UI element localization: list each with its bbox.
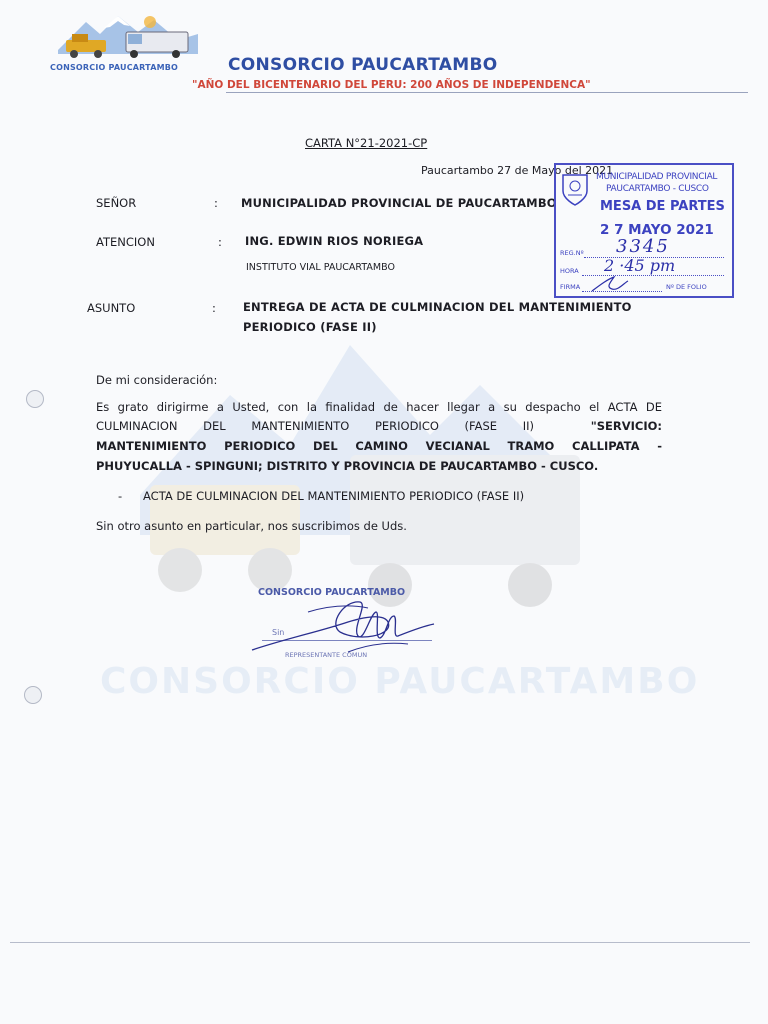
attention-value: ING. EDWIN RIOS NORIEGA xyxy=(245,234,424,248)
signature-company: CONSORCIO PAUCARTAMBO xyxy=(258,587,406,598)
stamp-line-2: PAUCARTAMBO - CUSCO xyxy=(606,184,709,194)
body-line-1 xyxy=(96,397,662,417)
reception-stamp xyxy=(554,163,734,298)
closing-line: Sin otro asunto en particular, nos suscribimos de Uds. xyxy=(96,519,407,533)
header-divider xyxy=(226,92,748,93)
recipient-value: MUNICIPALIDAD PROVINCIAL DE PAUCARTAMBO xyxy=(241,196,557,210)
stamp-folios-label: Nº DE FOLIO xyxy=(666,283,707,291)
stamp-firma-label: FIRMA xyxy=(560,283,581,291)
letter-date: Paucartambo 27 de Mayo del 2021 xyxy=(421,164,614,177)
body-line-1-text: Es grato dirigirme a Usted, con la finalidad de hacer llegar a su despacho el ACTA DE xyxy=(96,400,662,414)
footer-divider xyxy=(10,942,750,943)
stamp-office: MESA DE PARTES xyxy=(600,199,725,214)
municipal-emblem xyxy=(560,171,590,207)
logo-caption: CONSORCIO PAUCARTAMBO xyxy=(50,63,179,72)
stamp-hora-value: 2 ·45 pm xyxy=(604,256,676,275)
letter-number: CARTA N°21-2021-CP xyxy=(305,136,428,150)
stamp-date: 2 7 MAYO 2021 xyxy=(600,222,714,238)
subject-line-2: PERIODICO (FASE II) xyxy=(243,320,377,334)
body-line-4: PHUYUCALLA - SPINGUNI; DISTRITO Y PROVINCIA DE PAUCARTAMBO - CUSCO. xyxy=(96,459,599,473)
stamp-municipality xyxy=(596,171,717,195)
watermark-text: CONSORCIO PAUCARTAMBO xyxy=(100,661,700,702)
body-line-3-text: MANTENIMIENTO PERIODICO DEL CAMINO VECIANAL TRAMO CALLIPATA - xyxy=(96,439,662,453)
year-motto: "AÑO DEL BICENTENARIO DEL PERU: 200 AÑOS DE INDEPENDENCA" xyxy=(192,79,591,91)
signature-title: REPRESENTANTE COMUN xyxy=(285,651,368,659)
body-line-2-plain: CULMINACION DEL MANTENIMIENTO PERIODICO (FASE II) xyxy=(96,419,534,433)
punch-hole-top xyxy=(26,390,44,408)
recipient-colon: : xyxy=(214,196,218,210)
stamp-hora-label: HORA xyxy=(560,267,579,275)
stamp-firma-scribble xyxy=(590,275,630,293)
punch-hole-bottom xyxy=(24,686,42,704)
attention-colon: : xyxy=(218,235,222,249)
bullet-marker: - xyxy=(118,489,123,503)
body-line-3 xyxy=(96,436,662,456)
attention-institution: INSTITUTO VIAL PAUCARTAMBO xyxy=(246,262,395,273)
attention-label: ATENCION xyxy=(96,235,155,249)
subject-line-1: ENTREGA DE ACTA DE CULMINACION DEL MANTENIMIENTO xyxy=(243,300,632,314)
company-logo xyxy=(58,10,198,62)
stamp-line-1: MUNICIPALIDAD PROVINCIAL xyxy=(596,172,718,182)
bullet-item: ACTA DE CULMINACION DEL MANTENIMIENTO PERIODICO (FASE II) xyxy=(143,489,525,503)
handwritten-signature xyxy=(248,592,438,662)
stamp-reg-label: REG.Nº xyxy=(560,249,584,257)
stamp-reg-value: 3345 xyxy=(616,236,670,257)
company-name: CONSORCIO PAUCARTAMBO xyxy=(228,55,498,75)
subject-colon: : xyxy=(212,301,216,315)
subject-label: ASUNTO xyxy=(87,301,136,315)
recipient-label: SEÑOR xyxy=(96,196,137,210)
greeting: De mi consideración: xyxy=(96,373,218,387)
signature-name: Sin xyxy=(272,628,285,637)
body-line-2 xyxy=(96,416,662,436)
body-line-2-bold: "SERVICIO: xyxy=(590,419,662,433)
